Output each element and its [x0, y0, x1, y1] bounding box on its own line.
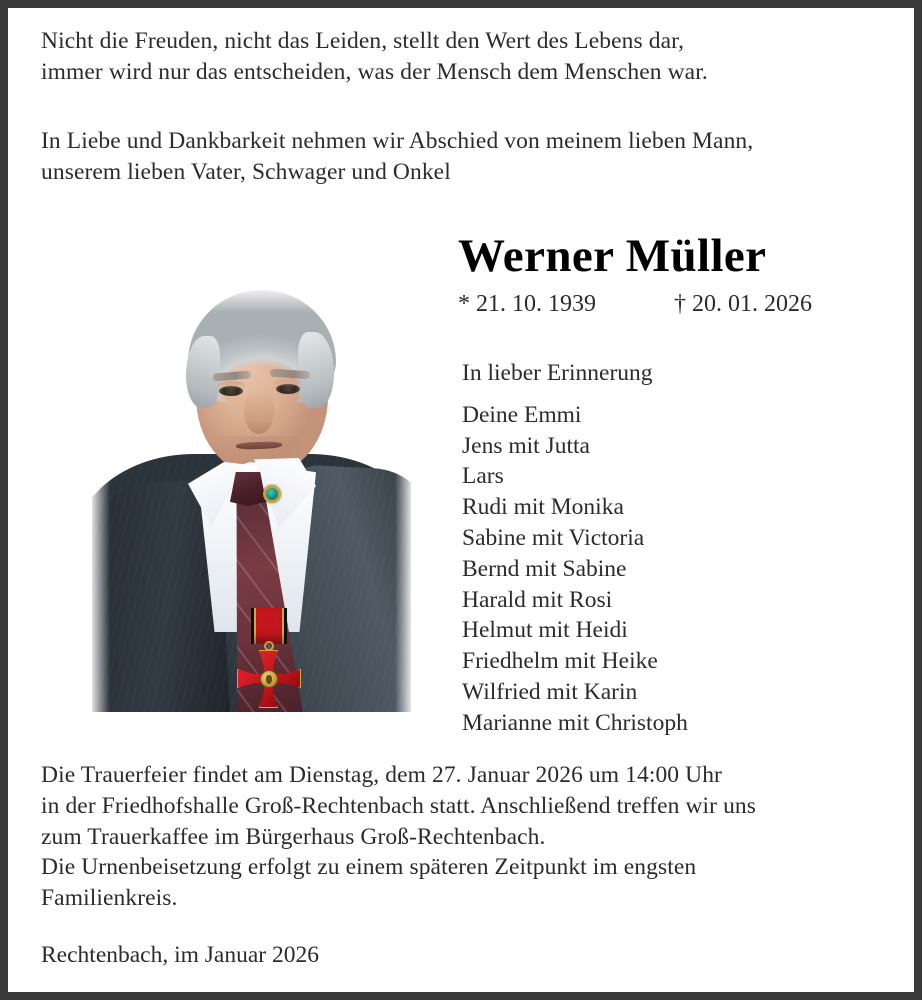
necktie-knot [230, 472, 266, 506]
memorial-verse [41, 26, 871, 88]
notice-page [8, 8, 914, 992]
memorial-block [462, 358, 882, 739]
service-line-5: Familienkreis. [41, 885, 178, 912]
merit-cross-medal-icon [234, 608, 304, 708]
intro-line-1: In Liebe und Dankbarkeit nehmen wir Abschied von meinem lieben Mann, [41, 128, 754, 154]
nose [244, 390, 274, 434]
list-item: Helmut mit Heidi [462, 617, 628, 644]
hair-side-left [186, 336, 220, 408]
intro-line-2: unserem lieben Vater, Schwager und Onkel [41, 159, 451, 185]
birth-star-icon: * [458, 291, 470, 317]
list-item: Bernd mit Sabine [462, 555, 627, 582]
life-dates [458, 289, 918, 319]
service-line-3: zum Trauerkaffee im Bürgerhaus Groß-Rechtenbach. [41, 823, 546, 850]
death-date-value: 20. 01. 2026 [692, 291, 812, 317]
birth-date [458, 289, 674, 319]
list-item: Sabine mit Victoria [462, 524, 645, 551]
death-cross-icon: † [674, 291, 686, 317]
list-item: Wilfried mit Karin [462, 678, 638, 705]
lapel-pin-icon [263, 485, 281, 503]
eyelid-left [217, 381, 245, 389]
service-line-1: Die Trauerfeier findet am Dienstag, dem 27. Januar 2026 um 14:00 Uhr [41, 762, 722, 788]
place-and-date: Rechtenbach, im Januar 2026 [41, 942, 319, 968]
medal-cross [237, 650, 301, 708]
family-name-list [462, 400, 882, 739]
list-item: Harald mit Rosi [462, 586, 613, 613]
verse-line-1: Nicht die Freuden, nicht das Leiden, stellt den Wert des Lebens dar, [41, 28, 685, 54]
medal-center-medallion [260, 670, 278, 688]
funeral-service-details [41, 760, 901, 914]
list-item: Marianne mit Christoph [462, 709, 688, 736]
memorial-heading: In lieber Erinnerung [462, 360, 653, 386]
birth-date-value: 21. 10. 1939 [476, 291, 596, 317]
list-item: Jens mit Jutta [462, 432, 590, 459]
service-line-4: Die Urnenbeisetzung erfolgt zu einem späteren Zeitpunkt im engsten [41, 854, 697, 881]
death-date [674, 289, 812, 319]
list-item: Lars [462, 463, 504, 490]
list-item: Rudi mit Monika [462, 494, 624, 521]
list-item: Deine Emmi [462, 401, 582, 428]
portrait-photo [92, 286, 411, 712]
medal-ribbon [251, 608, 287, 644]
verse-line-2: immer wird nur das entscheiden, was der Mensch dem Menschen war. [41, 59, 708, 85]
eyelid-right [274, 379, 302, 387]
service-line-2: in der Friedhofshalle Groß-Rechtenbach statt. Anschließend treffen wir uns [41, 792, 757, 819]
list-item: Friedhelm mit Heike [462, 648, 658, 675]
deceased-name: Werner Müller [458, 230, 767, 282]
deceased-block [458, 230, 918, 319]
announcement-intro [41, 126, 881, 188]
